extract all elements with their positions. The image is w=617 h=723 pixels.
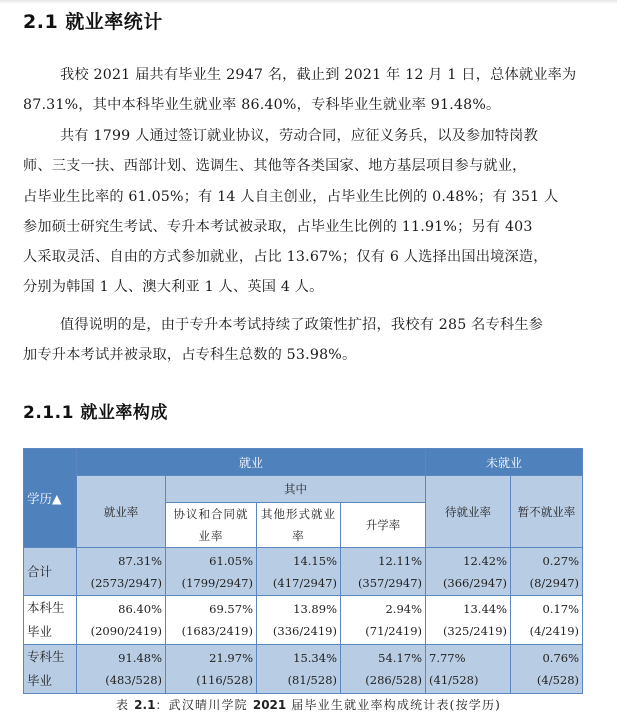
subsection-heading: 2.1.1 就业率构成 xyxy=(23,403,168,423)
employment-rate-cell: 87.31% (2573/2947) xyxy=(77,548,166,596)
employment-rate-cell: 91.48% (483/528) xyxy=(77,645,166,694)
paragraph-line: 师、三支一扶、西部计划、选调生、其他等各类国家、地方基层项目参与就业， xyxy=(23,158,527,175)
employment-rate-cell: 86.40% (2090/2419) xyxy=(77,596,166,645)
pending-rate-cell: 13.44% (325/2419) xyxy=(426,596,511,645)
employment-rate-header: 就业率 xyxy=(77,476,166,548)
paragraph-upgrade-note xyxy=(23,310,583,371)
not-seeking-rate-cell: 0.27% (8/2947) xyxy=(511,548,583,596)
pending-rate-cell: 7.77% (41/528) xyxy=(426,645,511,694)
table-caption: 表 2.1：武汉晴川学院 2021 届毕业生就业率构成统计表(按学历) xyxy=(115,698,502,712)
not-seeking-rate-header: 暂不就业率 xyxy=(511,476,583,548)
further-study-rate-header: 升学率 xyxy=(341,503,426,548)
row-label: 本科生毕业 xyxy=(24,596,77,645)
pending-rate-header: 待就业率 xyxy=(426,476,511,548)
paragraph-line: 参加硕士研究生考试、专升本考试被录取，占毕业生比例的 11.91%；另有 403 xyxy=(23,218,533,235)
other-forms-rate-cell: 15.34% (81/528) xyxy=(257,645,341,694)
other-forms-rate-cell: 13.89% (336/2419) xyxy=(257,596,341,645)
further-study-rate-cell: 12.11% (357/2947) xyxy=(341,548,426,596)
paragraph-line: 占毕业生比率的 61.05%；有 14 人自主创业，占毕业生比例的 0.48%；有 351 人 xyxy=(23,188,559,205)
not-seeking-rate-cell: 0.76% (4/528) xyxy=(511,645,583,694)
table-row-total xyxy=(24,548,583,596)
unemployed-group-header: 未就业 xyxy=(426,449,583,476)
paragraph-summary xyxy=(23,60,583,121)
further-study-rate-cell: 2.94% (71/2419) xyxy=(341,596,426,645)
employment-rate-table xyxy=(23,448,583,694)
paragraph-line: 人采取灵活、自由的方式参加就业，占比 13.67%；仅有 6 人选择出国出境深造， xyxy=(23,249,548,266)
paragraph-line: 加专升本考试并被录取，占专科生总数的 53.98%。 xyxy=(23,347,357,364)
page-top-shadow xyxy=(0,0,617,4)
paragraph-line: 共有 1799 人通过签订就业协议，劳动合同，应征义务兵，以及参加特岗教 xyxy=(60,128,538,144)
contract-rate-cell: 69.57% (1683/2419) xyxy=(166,596,257,645)
contract-rate-cell: 61.05% (1799/2947) xyxy=(166,548,257,596)
paragraph-employment-details xyxy=(23,121,583,303)
table-row-junior-college xyxy=(24,645,583,694)
table-row-undergraduate xyxy=(24,596,583,645)
pending-rate-cell: 12.42% (366/2947) xyxy=(426,548,511,596)
other-forms-rate-header: 其他形式就业率 xyxy=(257,503,341,548)
row-label: 合计 xyxy=(24,548,77,596)
employed-group-header: 就业 xyxy=(77,449,426,476)
education-header-label: 学历▲ xyxy=(27,491,62,506)
row-label: 专科生毕业 xyxy=(24,645,77,694)
contract-rate-header: 协议和合同就业率 xyxy=(166,503,257,548)
other-forms-rate-cell: 14.15% (417/2947) xyxy=(257,548,341,596)
of-which-header: 其中 xyxy=(166,476,426,503)
section-heading: 2.1 就业率统计 xyxy=(23,11,163,33)
contract-rate-cell: 21.97% (116/528) xyxy=(166,645,257,694)
not-seeking-rate-cell: 0.17% (4/2419) xyxy=(511,596,583,645)
further-study-rate-cell: 54.17% (286/528) xyxy=(341,645,426,694)
paragraph-line: 87.31%，其中本科毕业生就业率 86.40%，专科毕业生就业率 91.48%。 xyxy=(23,97,501,114)
paragraph-line: 值得说明的是，由于专升本考试持续了政策性扩招，我校有 285 名专科生参 xyxy=(60,317,544,333)
education-column-header[interactable] xyxy=(24,449,77,548)
paragraph-line: 我校 2021 届共有毕业生 2947 名，截止到 2021 年 12 月 1 日，总体就业率为 xyxy=(60,67,577,83)
paragraph-line: 分别为韩国 1 人、澳大利亚 1 人、英国 4 人。 xyxy=(23,279,324,296)
